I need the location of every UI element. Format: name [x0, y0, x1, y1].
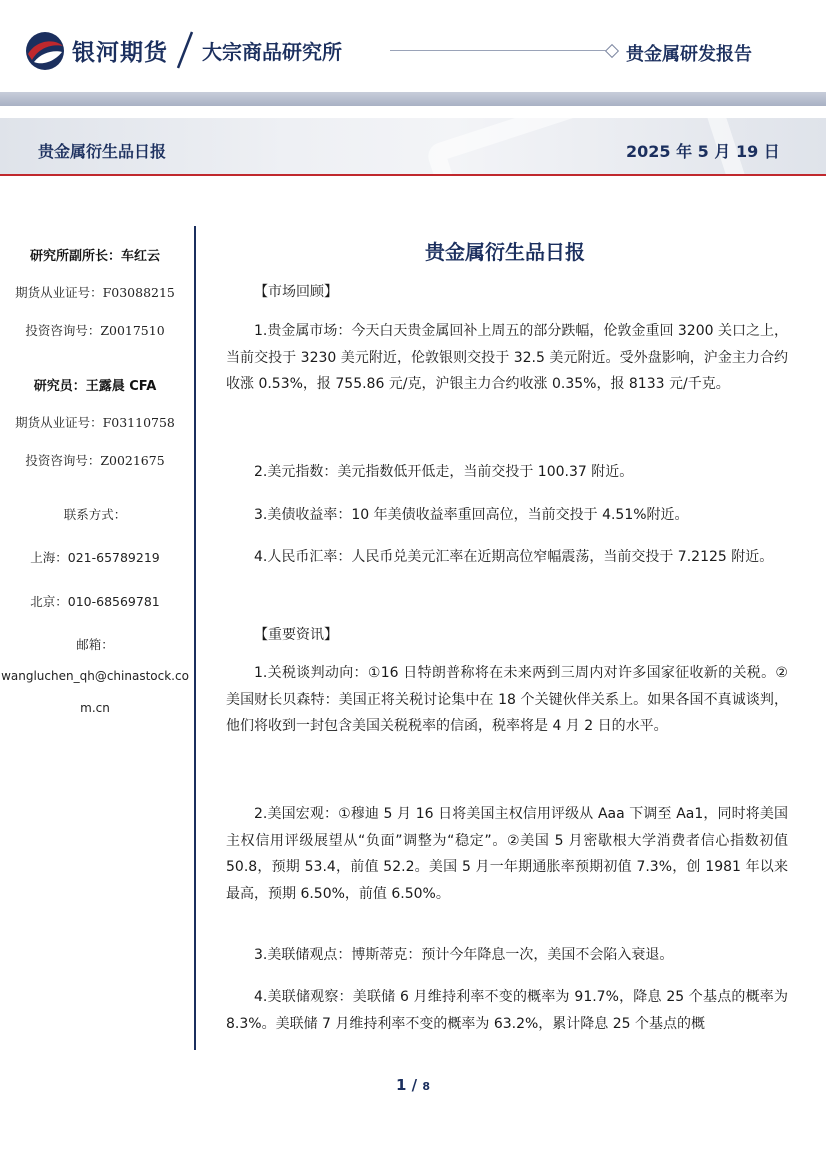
header-slash-divider	[174, 30, 196, 70]
paragraph-us-macro: 2.美国宏观：①穆迪 5 月 16 日将美国主权信用评级从 Aaa 下调至 Aa1，同时将美国主权信用评级展望从“负面”调整为“稳定”。②美国 5 月密歇根大学消费者信心指数初值 50.8，预期 53.4，前值 52.2。美国 5 月一年期通胀率预期初值 7.3%，创 1981 年以来最高，预期 6.50%，前值 6.50%。	[226, 806, 788, 903]
page-separator: /	[406, 1076, 423, 1094]
section-market-review: 【市场回顾】	[254, 284, 338, 300]
analyst-consult-number: 投资咨询号：Z0021675	[25, 453, 165, 468]
paragraph-treasury-yield: 3.美债收益率：10 年美债收益率重回高位，当前交投于 4.51%附近。	[254, 507, 689, 523]
paragraph-precious-metals: 1.贵金属市场：今天白天贵金属回补上周五的部分跌幅，伦敦金重回 3200 关口之上，当前交投于 3230 美元附近，伦敦银则交投于 32.5 美元附近。受外盘影响，沪金主力合约收涨 0.53%，报 755.86 元/克，沪银主力合约收涨 0.35%，报 8133 元/千克。	[226, 323, 788, 393]
paragraph-tariff-talks: 1.关税谈判动向：①16 日特朗普称将在未来两到三周内对许多国家征收新的关税。②美国财长贝森特：美国正将关税讨论集中在 18 个关键伙伴关系上。如果各国不真诚谈判，他们将收到一封包含美国关税税率的信函，税率将是 4 月 2 日的水平。	[226, 665, 788, 735]
institute-name: 大宗商品研究所	[202, 40, 342, 64]
header-band	[0, 92, 826, 106]
report-type: 贵金属研发报告	[626, 44, 752, 65]
report-name: 贵金属衍生品日报	[38, 142, 167, 161]
title-bar-red-rule	[0, 174, 826, 176]
paragraph-fed-watch: 4.美联储观察：美联储 6 月维持利率不变的概率为 91.7%，降息 25 个基点的概率为 8.3%。美联储 7 月维持利率不变的概率为 63.2%，累计降息 25 个基点的概	[226, 989, 788, 1032]
email-address-line2[interactable]: m.cn	[80, 701, 110, 715]
document-title: 贵金属衍生品日报	[425, 240, 585, 264]
paragraph-rmb-rate: 4.人民币汇率：人民币兑美元汇率在近期高位窄幅震荡，当前交投于 7.2125 附近。	[254, 549, 774, 565]
paragraph-dollar-index: 2.美元指数：美元指数低开低走，当前交投于 100.37 附近。	[254, 464, 634, 480]
page-number	[0, 1076, 826, 1094]
section-key-news: 【重要资讯】	[254, 627, 338, 643]
deputy-license: 期货从业证号：F03088215	[15, 285, 175, 300]
header-rule	[390, 50, 610, 51]
contact-beijing: 北京：010-68569781	[30, 594, 160, 609]
page-total: 8	[422, 1080, 431, 1093]
analyst-license: 期货从业证号：F03110758	[15, 415, 175, 430]
deputy-name: 研究所副所长：车红云	[29, 249, 160, 264]
paragraph-fed-view: 3.美联储观点：博斯蒂克：预计今年降息一次，美国不会陷入衰退。	[254, 947, 674, 963]
sidebar-divider	[194, 226, 196, 1050]
page-current: 1	[395, 1076, 407, 1094]
analyst-name: 研究员：王露晨 CFA	[33, 379, 157, 394]
contact-shanghai: 上海：021-65789219	[30, 550, 160, 565]
report-date: 2025 年 5 月 19 日	[626, 142, 780, 161]
galaxy-logo-icon	[24, 30, 66, 72]
header-diamond-icon	[605, 44, 619, 58]
page-header	[0, 0, 826, 100]
deputy-consult-number: 投资咨询号：Z0017510	[25, 323, 165, 338]
contact-label: 联系方式：	[63, 507, 127, 522]
email-address-line1[interactable]: wangluchen_qh@chinastock.co	[1, 669, 189, 683]
brand-name: 银河期货	[72, 40, 168, 66]
email-label: 邮箱：	[76, 637, 114, 652]
